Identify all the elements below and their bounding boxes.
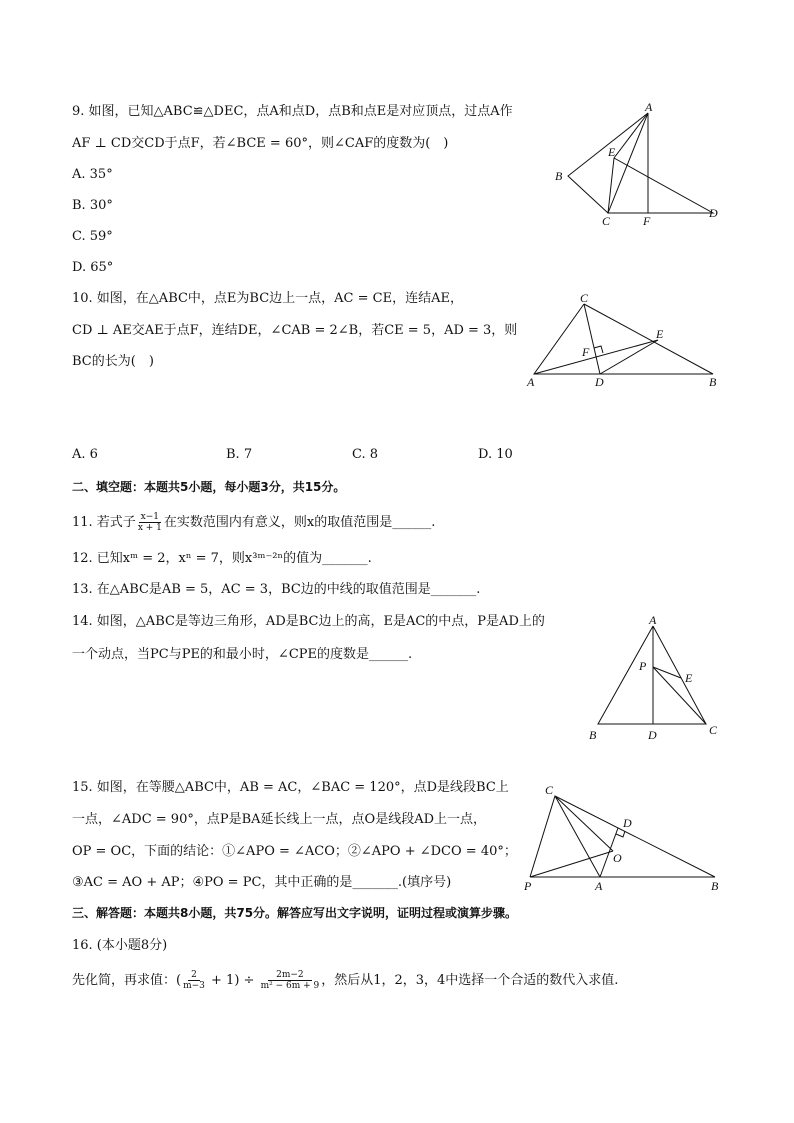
q10-stem-line2: CD ⊥ AE交AE于点F，连结DE，∠CAB = 2∠B，若CE = 5，AD = 3，则 (72, 323, 518, 338)
q14-label-p: P (639, 659, 647, 673)
q15-stem-line4: ③AC = AO + AP；④PO = PC，其中正确的是_______.(填序号) (72, 875, 452, 890)
q14-label-e: E (685, 671, 693, 685)
q10-option-b: B. 7 (226, 447, 253, 462)
q9-label-d: D (709, 206, 718, 220)
q10-option-d: D. 10 (478, 447, 513, 462)
q10-segment-de (600, 340, 658, 374)
q16-fraction-1-numerator: 2 (188, 970, 200, 981)
q9-option-b: B. 30° (72, 198, 113, 213)
q16-middle: + 1) ÷ (206, 972, 259, 988)
q15-label-p: P (524, 879, 532, 893)
q16-title: 16. (本小题8分) (72, 938, 168, 953)
q10-option-a: A. 6 (72, 447, 98, 462)
q15-label-a: A (595, 879, 603, 893)
q14-figure (582, 612, 722, 744)
q14-segment-pe (653, 667, 681, 678)
q15-segment-ca (555, 796, 600, 877)
q16-fraction-1-denominator: m−3 (183, 981, 205, 991)
q15-figure (515, 778, 730, 894)
q11-suffix: 在实数范围内有意义，则x的取值范围是______. (163, 514, 436, 530)
q15-stem-line2: 一点，∠ADC = 90°，点P是BA延长线上一点，点O是线段AD上一点， (72, 812, 487, 827)
q14-stem-line2: 一个动点，当PC与PE的和最小时，∠CPE的度数是______. (72, 647, 413, 662)
q15-label-d: D (623, 816, 632, 830)
q16-fraction-2-numerator: 2m−2 (268, 970, 312, 981)
q15-label-c: C (545, 783, 554, 797)
q10-label-f: F (582, 345, 590, 359)
q16-prefix: 先化简，再求值：( (72, 972, 182, 988)
q10-label-d: D (595, 375, 604, 388)
q9-label-f: F (643, 214, 651, 228)
q14-label-d: D (648, 728, 657, 742)
q10-triangle-abc (534, 304, 713, 374)
q14-label-b: B (589, 728, 597, 742)
q14-label-c: C (709, 723, 718, 737)
q16-fraction-2-denominator: m² − 6m + 9 (260, 981, 320, 991)
q11-stem (72, 512, 435, 533)
q9-stem-line2: AF ⊥ CD交CD于点F，若∠BCE = 60°，则∠CAF的度数为( ) (72, 136, 449, 151)
q15-segment-po (530, 851, 613, 877)
q11-fraction-numerator: x−1 (140, 512, 160, 522)
q9-label-c: C (602, 214, 611, 228)
q15-stem-line3: OP = OC，下面的结论：①∠APO = ∠ACO；②∠APO + ∠DCO = 40°； (72, 844, 517, 859)
q10-option-c: C. 8 (352, 447, 379, 462)
q10-stem-line1: 10. 如图，在△ABC中，点E为BC边上一点，AC = CE，连结AE， (72, 291, 463, 306)
q16-fraction-2 (261, 970, 320, 991)
q10-figure (520, 288, 730, 388)
q16-fraction-1 (183, 970, 205, 991)
q15-right-angle-mark (616, 831, 625, 837)
q13-stem: 13. 在△ABC是AB = 5，AC = 3，BC边的中线的取值范围是_______. (72, 582, 481, 597)
q15-segment-co (555, 796, 613, 851)
q10-label-a: A (527, 375, 535, 388)
q12-stem: 12. 已知xᵐ = 2，xⁿ = 7，则x³ᵐ⁻²ⁿ的值为_______. (72, 551, 372, 566)
q9-option-c: C. 59° (72, 229, 113, 244)
q14-label-a: A (649, 613, 657, 627)
q15-label-o: O (613, 851, 622, 865)
q16-stem (72, 970, 618, 991)
q9-label-a: A (645, 100, 653, 114)
q10-label-e: E (656, 327, 664, 341)
q16-suffix: ，然后从1，2，3，4中选择一个合适的数代入求值. (321, 972, 619, 988)
q9-label-b: B (555, 169, 563, 183)
q10-segment-cd (584, 304, 600, 374)
section-two-heading: 二、填空题：本题共5小题，每小题3分，共15分。 (72, 480, 346, 494)
q10-label-c: C (580, 291, 589, 305)
q10-stem-line3: BC的长为( ) (72, 354, 154, 369)
q15-stem-line1: 15. 如图，在等腰△ABC中，AB = AC，∠BAC = 120°，点D是线段BC上 (72, 780, 509, 795)
q11-prefix: 11. 若式子 (72, 514, 136, 530)
q11-fraction (138, 512, 162, 533)
q10-label-b: B (709, 375, 717, 388)
q15-label-b: B (711, 879, 719, 893)
q9-label-e: E (608, 145, 616, 159)
q11-fraction-denominator: x + 1 (137, 523, 162, 533)
q9-triangle-abc (568, 113, 648, 213)
q9-stem-line1: 9. 如图，已知△ABC≌△DEC，点A和点D，点B和点E是对应顶点，过点A作 (72, 104, 513, 119)
section-three-heading: 三、解答题：本题共8小题，共75分。解答应写出文字说明，证明过程或演算步骤。 (72, 906, 518, 920)
q9-figure (548, 100, 728, 232)
q9-option-a: A. 35° (72, 167, 113, 182)
q9-triangle-dec (608, 158, 713, 213)
q9-option-d: D. 65° (72, 260, 114, 275)
q14-stem-line1: 14. 如图，△ABC是等边三角形，AD是BC边上的高，E是AC的中点，P是AD上的 (72, 614, 545, 629)
